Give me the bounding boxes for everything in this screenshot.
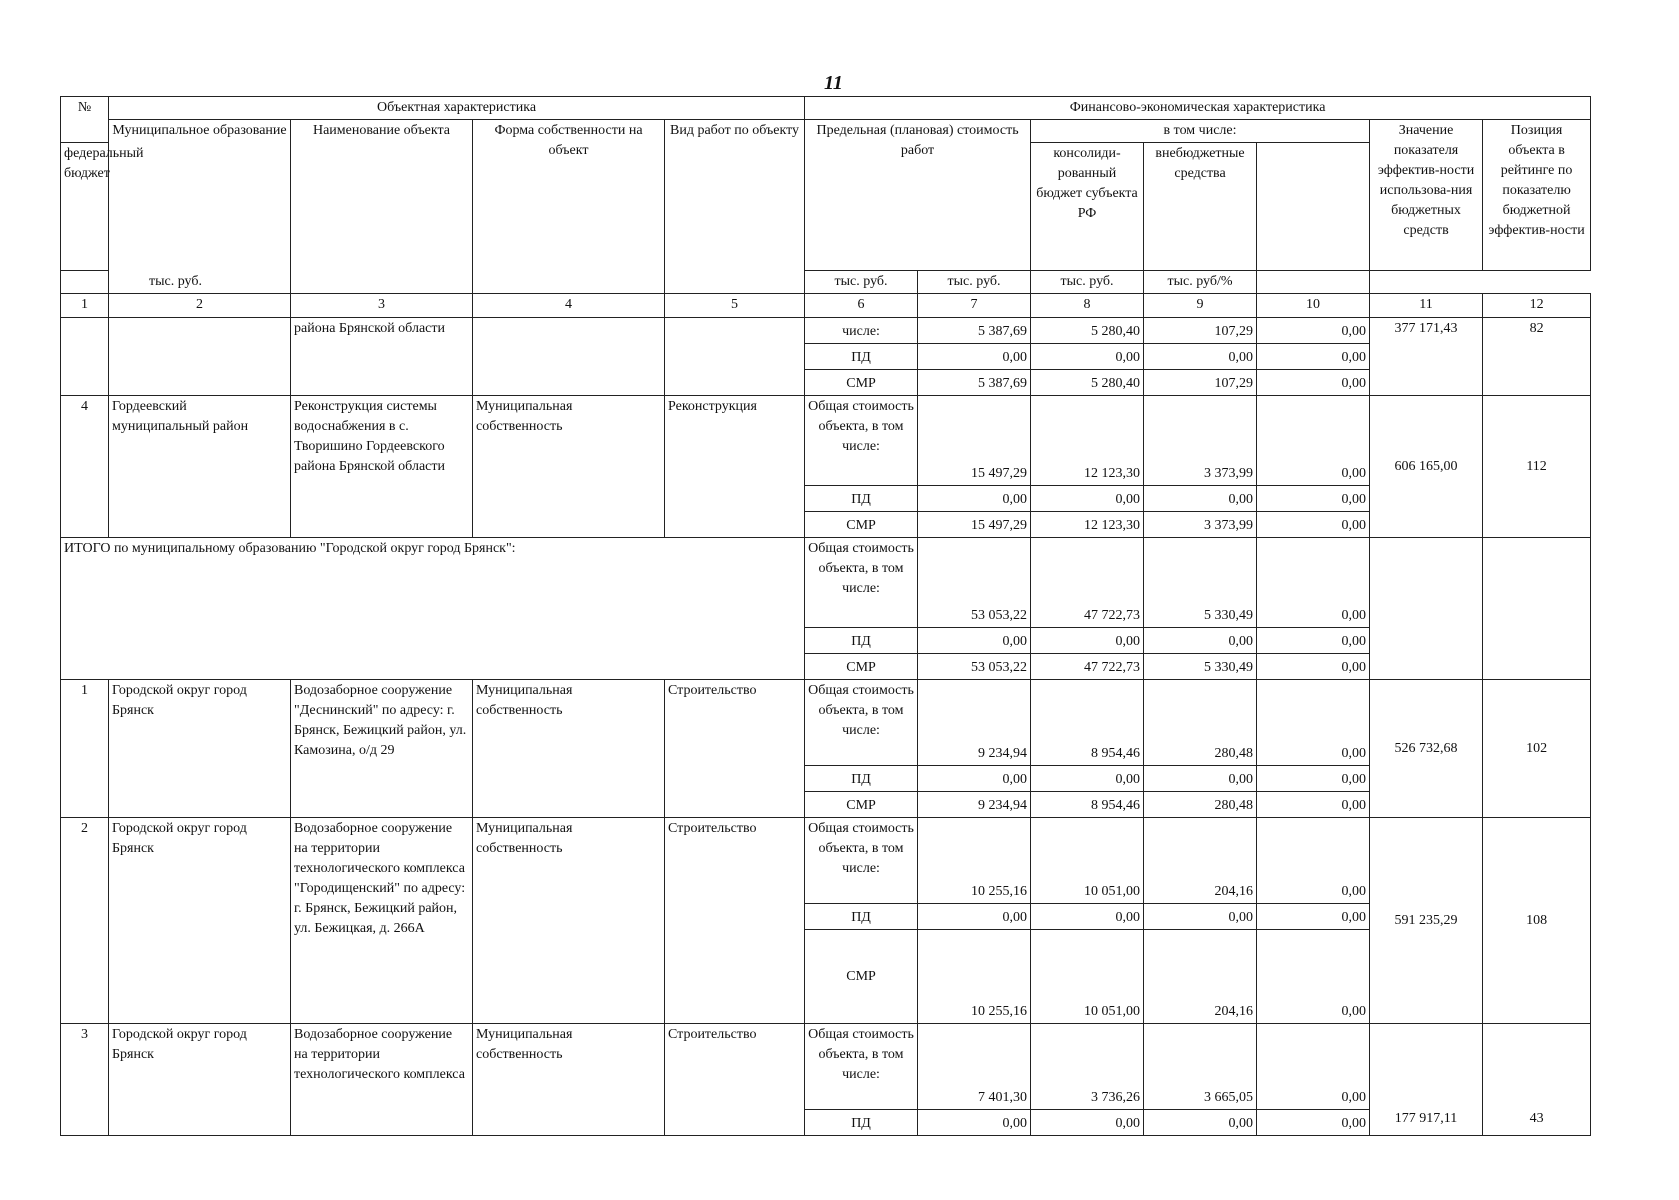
obj3-num: 3 [61, 1024, 109, 1136]
obj1-pd-federal: 0,00 [1031, 766, 1144, 792]
header-efficiency: Значение показателя эффектив-ности использова-ния бюджетных средств [1370, 120, 1483, 271]
obj4-smr-extra: 0,00 [1257, 512, 1370, 538]
cont-num [61, 318, 109, 396]
itogo-position [1483, 538, 1591, 680]
obj4-total-extra: 0,00 [1257, 396, 1370, 486]
obj4-pd-label: ПД [805, 486, 918, 512]
obj1-work: Строительство [665, 680, 805, 818]
header-including: в том числе: [1031, 120, 1370, 143]
obj2-pd-federal: 0,00 [1031, 904, 1144, 930]
cont-smr-extra: 0,00 [1257, 370, 1370, 396]
unit-position [1257, 271, 1370, 294]
col-num-6: 6 [805, 294, 918, 318]
obj4-pd-limit: 0,00 [918, 486, 1031, 512]
obj2-pd-consolidated: 0,00 [1144, 904, 1257, 930]
obj4-efficiency: 606 165,00 [1370, 396, 1483, 538]
cont-pd-label: ПД [805, 344, 918, 370]
obj1-total-label: Общая стоимость объекта, в том числе: [805, 680, 918, 766]
obj2-total-label: Общая стоимость объекта, в том числе: [805, 818, 918, 904]
obj1-pd-label: ПД [805, 766, 918, 792]
table-row [61, 818, 1591, 904]
obj2-smr-extra: 0,00 [1257, 930, 1370, 1024]
obj2-name: Водозаборное сооружение на территории технологического комплекса "Городищенский" по адресу: г. Брянск, Бежицкий район, ул. Бежицкая, д. 266А [291, 818, 473, 1024]
itogo-total-extra: 0,00 [1257, 538, 1370, 628]
header-federal-budget: федеральный бюджет [61, 143, 109, 271]
cont-name: района Брянской области [291, 318, 473, 396]
unit-limit: тыс. руб. [61, 271, 291, 294]
obj4-pd-consolidated: 0,00 [1144, 486, 1257, 512]
obj4-total-federal: 12 123,30 [1031, 396, 1144, 486]
obj1-smr-limit: 9 234,94 [918, 792, 1031, 818]
col-num-10: 10 [1257, 294, 1370, 318]
obj3-efficiency: 177 917,11 [1370, 1024, 1483, 1136]
cont-total-federal: 5 280,40 [1031, 318, 1144, 344]
obj4-pd-federal: 0,00 [1031, 486, 1144, 512]
header-rating-position: Позиция объекта в рейтинге по показателю бюджетной эффектив-ности [1483, 120, 1591, 271]
obj2-smr-federal: 10 051,00 [1031, 930, 1144, 1024]
obj2-total-federal: 10 051,00 [1031, 818, 1144, 904]
obj2-work: Строительство [665, 818, 805, 1024]
itogo-pd-extra: 0,00 [1257, 628, 1370, 654]
obj1-position: 102 [1483, 680, 1591, 818]
cont-total-extra: 0,00 [1257, 318, 1370, 344]
obj1-smr-consolidated: 280,48 [1144, 792, 1257, 818]
obj1-smr-extra: 0,00 [1257, 792, 1370, 818]
obj2-smr-limit: 10 255,16 [918, 930, 1031, 1024]
obj2-smr-label: СМР [805, 930, 918, 1024]
itogo-smr-label: СМР [805, 654, 918, 680]
obj2-efficiency: 591 235,29 [1370, 818, 1483, 1024]
unit-extra: тыс. руб. [1031, 271, 1144, 294]
header-num: № [61, 97, 109, 143]
itogo-efficiency [1370, 538, 1483, 680]
obj4-smr-federal: 12 123,30 [1031, 512, 1144, 538]
itogo-total-consolidated: 5 330,49 [1144, 538, 1257, 628]
obj4-total-label: Общая стоимость объекта, в том числе: [805, 396, 918, 486]
obj1-mun: Городской округ город Брянск [109, 680, 291, 818]
itogo-total-limit: 53 053,22 [918, 538, 1031, 628]
obj2-own: Муниципальная собственность [473, 818, 665, 1024]
obj4-num: 4 [61, 396, 109, 538]
table-row [61, 318, 1591, 344]
obj2-total-extra: 0,00 [1257, 818, 1370, 904]
column-numbers-row [61, 294, 1591, 318]
header-limit-cost: Предельная (плановая) стоимость работ [805, 120, 1031, 271]
col-num-1: 1 [61, 294, 109, 318]
obj4-own: Муниципальная собственность [473, 396, 665, 538]
cont-position: 82 [1483, 318, 1591, 396]
obj3-mun: Городской округ город Брянск [109, 1024, 291, 1136]
cont-total-label: числе: [805, 318, 918, 344]
cont-pd-extra: 0,00 [1257, 344, 1370, 370]
obj2-num: 2 [61, 818, 109, 1024]
obj1-smr-label: СМР [805, 792, 918, 818]
itogo-total-federal: 47 722,73 [1031, 538, 1144, 628]
obj3-pd-extra: 0,00 [1257, 1110, 1370, 1136]
itogo-pd-federal: 0,00 [1031, 628, 1144, 654]
col-num-3: 3 [291, 294, 473, 318]
col-num-5: 5 [665, 294, 805, 318]
itogo-label: ИТОГО по муниципальному образованию "Городской округ город Брянск": [61, 538, 805, 680]
obj2-smr-consolidated: 204,16 [1144, 930, 1257, 1024]
itogo-total-label: Общая стоимость объекта, в том числе: [805, 538, 918, 628]
obj2-pd-extra: 0,00 [1257, 904, 1370, 930]
unit-consolidated: тыс. руб. [918, 271, 1031, 294]
header-municipality: Муниципальное образование [109, 120, 291, 294]
obj4-total-consolidated: 3 373,99 [1144, 396, 1257, 486]
cont-work [665, 318, 805, 396]
obj3-pd-federal: 0,00 [1031, 1110, 1144, 1136]
obj3-total-limit: 7 401,30 [918, 1024, 1031, 1110]
obj3-name: Водозаборное сооружение на территории технологического комплекса [291, 1024, 473, 1136]
col-num-8: 8 [1031, 294, 1144, 318]
col-num-9: 9 [1144, 294, 1257, 318]
cont-total-limit: 5 387,69 [918, 318, 1031, 344]
obj3-total-federal: 3 736,26 [1031, 1024, 1144, 1110]
table-row [61, 680, 1591, 766]
itogo-smr-federal: 47 722,73 [1031, 654, 1144, 680]
obj2-total-limit: 10 255,16 [918, 818, 1031, 904]
obj1-own: Муниципальная собственность [473, 680, 665, 818]
obj1-pd-limit: 0,00 [918, 766, 1031, 792]
obj2-position: 108 [1483, 818, 1591, 1024]
page-number: 11 [824, 72, 843, 94]
obj1-pd-consolidated: 0,00 [1144, 766, 1257, 792]
obj1-total-consolidated: 280,48 [1144, 680, 1257, 766]
header-object-characteristics: Объектная характеристика [109, 97, 805, 120]
obj4-smr-limit: 15 497,29 [918, 512, 1031, 538]
cont-pd-limit: 0,00 [918, 344, 1031, 370]
obj3-pd-label: ПД [805, 1110, 918, 1136]
obj2-total-consolidated: 204,16 [1144, 818, 1257, 904]
obj4-position: 112 [1483, 396, 1591, 538]
cont-mun [109, 318, 291, 396]
header-extrabudget: внебюджетные средства [1144, 143, 1257, 271]
table-row [61, 538, 1591, 628]
obj3-pd-limit: 0,00 [918, 1110, 1031, 1136]
obj4-total-limit: 15 497,29 [918, 396, 1031, 486]
obj3-total-consolidated: 3 665,05 [1144, 1024, 1257, 1110]
itogo-pd-label: ПД [805, 628, 918, 654]
itogo-smr-extra: 0,00 [1257, 654, 1370, 680]
obj2-mun: Городской округ город Брянск [109, 818, 291, 1024]
col-num-7: 7 [918, 294, 1031, 318]
table-row [61, 1024, 1591, 1110]
obj1-smr-federal: 8 954,46 [1031, 792, 1144, 818]
col-num-11: 11 [1370, 294, 1483, 318]
header-consolidated-budget: консолиди-рованный бюджет субъекта РФ [1031, 143, 1144, 271]
cont-smr-label: СМР [805, 370, 918, 396]
cont-efficiency: 377 171,43 [1370, 318, 1483, 396]
obj1-total-federal: 8 954,46 [1031, 680, 1144, 766]
unit-federal: тыс. руб. [805, 271, 918, 294]
cont-smr-consolidated: 107,29 [1144, 370, 1257, 396]
obj4-smr-consolidated: 3 373,99 [1144, 512, 1257, 538]
budget-table [60, 96, 1591, 1136]
obj1-num: 1 [61, 680, 109, 818]
header-work-type: Вид работ по объекту [665, 120, 805, 294]
itogo-pd-limit: 0,00 [918, 628, 1031, 654]
obj3-position: 43 [1483, 1024, 1591, 1136]
col-num-12: 12 [1483, 294, 1591, 318]
obj3-work: Строительство [665, 1024, 805, 1136]
obj4-name: Реконструкция системы водоснабжения в с. Творишино Гордеевского района Брянской области [291, 396, 473, 538]
obj2-pd-label: ПД [805, 904, 918, 930]
cont-pd-federal: 0,00 [1031, 344, 1144, 370]
itogo-smr-consolidated: 5 330,49 [1144, 654, 1257, 680]
obj4-smr-label: СМР [805, 512, 918, 538]
table-row [61, 396, 1591, 486]
cont-own [473, 318, 665, 396]
obj1-name: Водозаборное сооружение "Деснинский" по адресу: г. Брянск, Бежицкий район, ул. Камозина, о/д 29 [291, 680, 473, 818]
obj1-pd-extra: 0,00 [1257, 766, 1370, 792]
col-num-4: 4 [473, 294, 665, 318]
itogo-smr-limit: 53 053,22 [918, 654, 1031, 680]
obj3-own: Муниципальная собственность [473, 1024, 665, 1136]
header-ownership: Форма собственности на объект [473, 120, 665, 294]
obj3-total-extra: 0,00 [1257, 1024, 1370, 1110]
cont-smr-federal: 5 280,40 [1031, 370, 1144, 396]
unit-efficiency: тыс. руб/% [1144, 271, 1257, 294]
obj3-total-label: Общая стоимость объекта, в том числе: [805, 1024, 918, 1110]
header-object-name: Наименование объекта [291, 120, 473, 294]
obj1-total-limit: 9 234,94 [918, 680, 1031, 766]
obj2-pd-limit: 0,00 [918, 904, 1031, 930]
obj1-efficiency: 526 732,68 [1370, 680, 1483, 818]
obj4-mun: Гордеевский муниципальный район [109, 396, 291, 538]
obj1-total-extra: 0,00 [1257, 680, 1370, 766]
col-num-2: 2 [109, 294, 291, 318]
itogo-pd-consolidated: 0,00 [1144, 628, 1257, 654]
cont-pd-consolidated: 0,00 [1144, 344, 1257, 370]
obj3-pd-consolidated: 0,00 [1144, 1110, 1257, 1136]
obj4-pd-extra: 0,00 [1257, 486, 1370, 512]
cont-smr-limit: 5 387,69 [918, 370, 1031, 396]
obj4-work: Реконструкция [665, 396, 805, 538]
cont-total-consolidated: 107,29 [1144, 318, 1257, 344]
header-financial-characteristics: Финансово-экономическая характеристика [805, 97, 1591, 120]
